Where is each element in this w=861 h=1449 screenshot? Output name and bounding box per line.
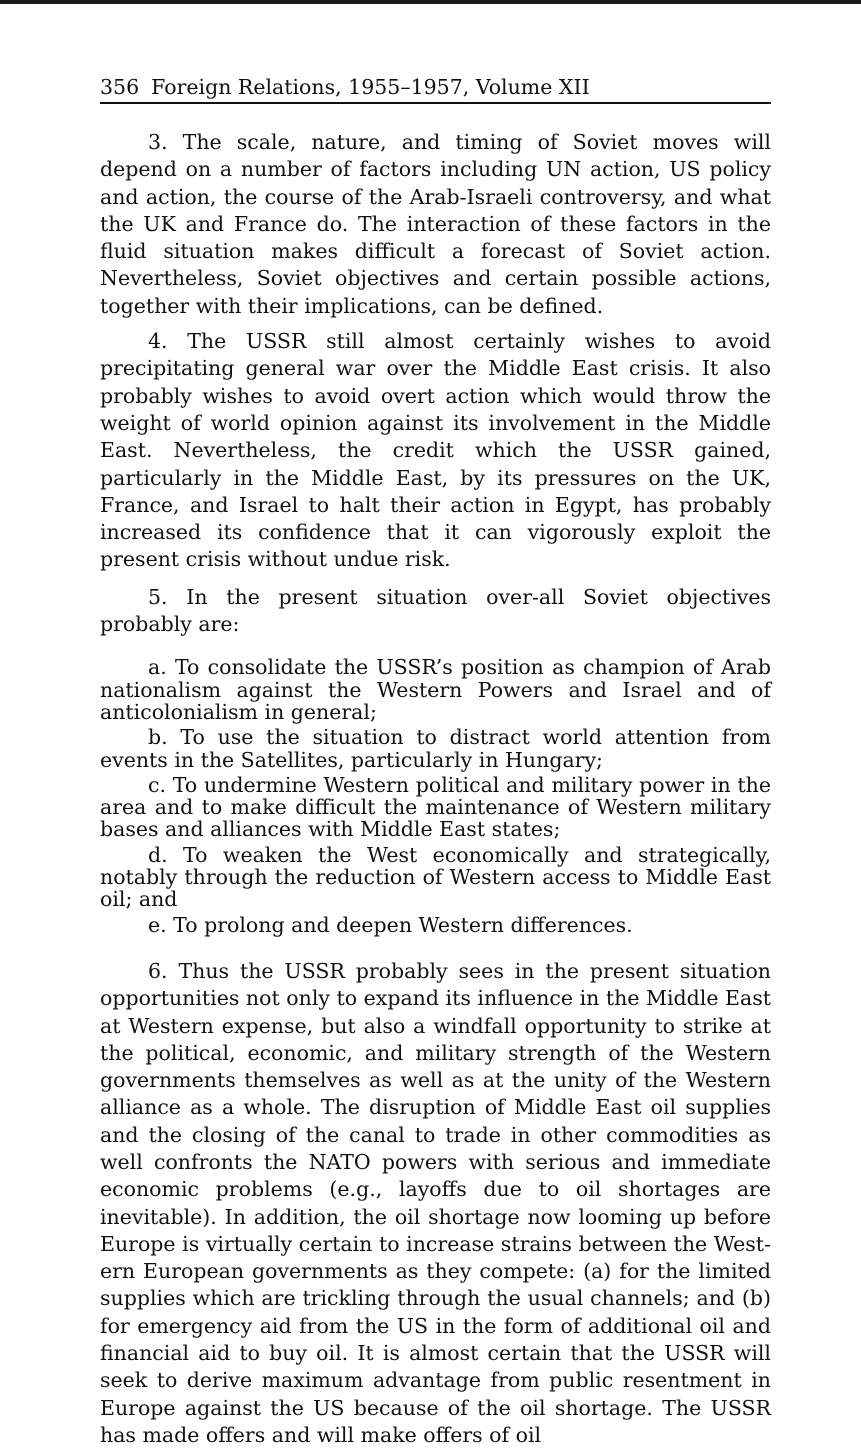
paragraph-3: 3. The scale, nature, and timing of Soviet moves will depend on a number of factors including UN action, US policy and action, the course of the Arab-Israeli controversy, and what the UK and France do. The interaction of these factors in the fluid situation makes difficult a forecast of Soviet action. Nevertheless, Soviet objectives and certain possible actions, together with their implications, can be defined.	[100, 130, 771, 318]
list-item: e. To prolong and deepen Western differences.	[148, 912, 633, 937]
list-item: a. To consolidate the USSR’s position as champion of Arab nationalism against the Western Powers and Israel and of anticolonialism in general;	[100, 655, 771, 724]
running-title: Foreign Relations, 1955–1957, Volume XII	[151, 75, 590, 99]
objectives-list	[100, 656, 771, 936]
page-body	[100, 129, 771, 1449]
paragraph-6: 6. Thus the USSR probably sees in the present situation opportunities not only to expand its influence in the Middle East at Western expense, but also a windfall opportunity to strike at the political, economic, and military strength of the Western governments themselves as well as at the unity of the Western alliance as a whole. The disruption of Middle East oil supplies and the closing of the canal to trade in other commodities as well confronts the NATO powers with serious and immediate economic problems (e.g., layoffs due to oil shortages are inevitable). In addition, the oil shortage now looming up before Europe is virtually certain to increase strains between the Western European governments as they compete: (a) for the limited supplies which are trickling through the usual channels; and (b) for emergency aid from the US in the form of additional oil and financial aid to buy oil. It is almost certain that the USSR will seek to derive maximum advantage from public resentment in Europe against the US because of the oil shortage. The USSR has made offers and will make offers of oil	[100, 958, 771, 1447]
paragraph-4: 4. The USSR still almost certainly wishes to avoid precipitating general war over the Middle East crisis. It also probably wishes to avoid overt action which would throw the weight of world opinion against its involvement in the Middle East. Nevertheless, the credit which the USSR gained, particularly in the Middle East, by its pressures on the UK, France, and Israel to halt their action in Egypt, has probably increased its confidence that it can vigorously exploit the present crisis without undue risk.	[100, 329, 771, 572]
list-item: c. To undermine Western political and military power in the area and to make difficult the maintenance of Western military bases and alliances with Middle East states;	[100, 772, 771, 842]
page-number: 356	[100, 75, 140, 99]
running-header	[100, 72, 771, 104]
page-top-border	[0, 0, 861, 4]
paragraph-5: 5. In the present situation over-all Soviet objectives probably are:	[100, 584, 771, 637]
list-item: d. To weaken the West economically and strategically, notably through the reduction of Western access to Middle East oil; and	[100, 842, 771, 912]
list-item: b. To use the situation to distract world attention from events in the Satellites, particularly in Hungary;	[100, 725, 771, 772]
